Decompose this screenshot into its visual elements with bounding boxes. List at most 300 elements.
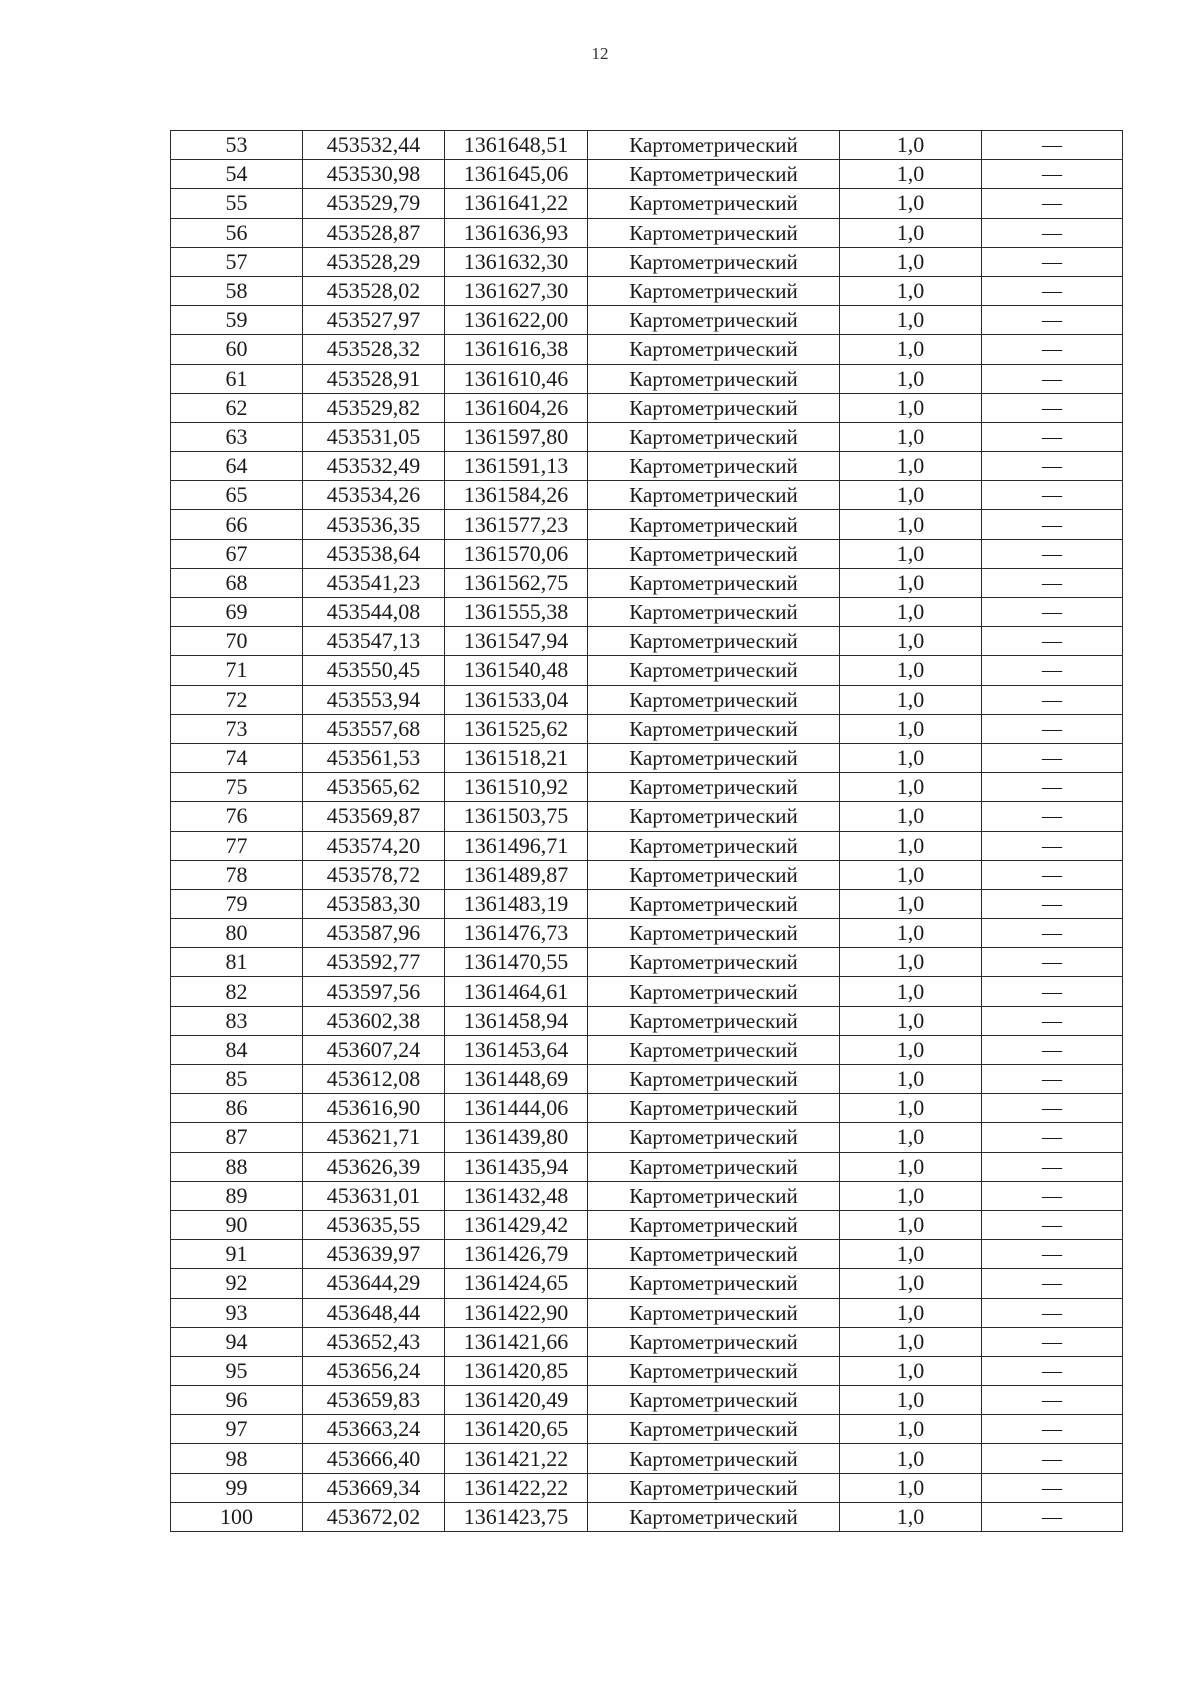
point-number-cell: 97 [171, 1415, 303, 1444]
point-number-cell: 56 [171, 218, 303, 247]
table-row [171, 306, 1123, 335]
accuracy-cell: 1,0 [840, 568, 982, 597]
point-number-cell: 60 [171, 335, 303, 364]
accuracy-cell: 1,0 [840, 218, 982, 247]
table-row [171, 1152, 1123, 1181]
y-coordinate-cell: 1361616,38 [445, 335, 588, 364]
x-coordinate-cell: 453532,44 [303, 131, 445, 160]
method-cell: Картометрический [588, 568, 840, 597]
table-row [171, 160, 1123, 189]
accuracy-cell: 1,0 [840, 1444, 982, 1473]
accuracy-cell: 1,0 [840, 510, 982, 539]
point-number-cell: 76 [171, 802, 303, 831]
description-cell: — [982, 539, 1123, 568]
x-coordinate-cell: 453528,02 [303, 276, 445, 305]
y-coordinate-cell: 1361555,38 [445, 598, 588, 627]
method-cell: Картометрический [588, 714, 840, 743]
x-coordinate-cell: 453583,30 [303, 889, 445, 918]
method-cell: Картометрический [588, 1415, 840, 1444]
table-row [171, 656, 1123, 685]
method-cell: Картометрический [588, 1210, 840, 1239]
y-coordinate-cell: 1361591,13 [445, 452, 588, 481]
x-coordinate-cell: 453565,62 [303, 773, 445, 802]
table-row [171, 247, 1123, 276]
table-row [171, 189, 1123, 218]
accuracy-cell: 1,0 [840, 1327, 982, 1356]
method-cell: Картометрический [588, 860, 840, 889]
y-coordinate-cell: 1361610,46 [445, 364, 588, 393]
table-row [171, 1240, 1123, 1269]
method-cell: Картометрический [588, 685, 840, 714]
x-coordinate-cell: 453561,53 [303, 743, 445, 772]
description-cell: — [982, 1123, 1123, 1152]
x-coordinate-cell: 453652,43 [303, 1327, 445, 1356]
accuracy-cell: 1,0 [840, 1473, 982, 1502]
table-row [171, 131, 1123, 160]
method-cell: Картометрический [588, 364, 840, 393]
y-coordinate-cell: 1361439,80 [445, 1123, 588, 1152]
x-coordinate-cell: 453602,38 [303, 1006, 445, 1035]
x-coordinate-cell: 453644,29 [303, 1269, 445, 1298]
y-coordinate-cell: 1361444,06 [445, 1094, 588, 1123]
x-coordinate-cell: 453621,71 [303, 1123, 445, 1152]
x-coordinate-cell: 453528,32 [303, 335, 445, 364]
y-coordinate-cell: 1361476,73 [445, 919, 588, 948]
description-cell: — [982, 919, 1123, 948]
y-coordinate-cell: 1361622,00 [445, 306, 588, 335]
accuracy-cell: 1,0 [840, 1240, 982, 1269]
accuracy-cell: 1,0 [840, 627, 982, 656]
y-coordinate-cell: 1361648,51 [445, 131, 588, 160]
point-number-cell: 55 [171, 189, 303, 218]
y-coordinate-cell: 1361525,62 [445, 714, 588, 743]
accuracy-cell: 1,0 [840, 1269, 982, 1298]
method-cell: Картометрический [588, 1502, 840, 1531]
y-coordinate-cell: 1361562,75 [445, 568, 588, 597]
accuracy-cell: 1,0 [840, 1298, 982, 1327]
y-coordinate-cell: 1361420,49 [445, 1386, 588, 1415]
table-row [171, 218, 1123, 247]
description-cell: — [982, 685, 1123, 714]
table-row [171, 481, 1123, 510]
x-coordinate-cell: 453648,44 [303, 1298, 445, 1327]
point-number-cell: 93 [171, 1298, 303, 1327]
point-number-cell: 91 [171, 1240, 303, 1269]
accuracy-cell: 1,0 [840, 335, 982, 364]
accuracy-cell: 1,0 [840, 656, 982, 685]
y-coordinate-cell: 1361510,92 [445, 773, 588, 802]
description-cell: — [982, 247, 1123, 276]
x-coordinate-cell: 453529,82 [303, 393, 445, 422]
description-cell: — [982, 510, 1123, 539]
point-number-cell: 99 [171, 1473, 303, 1502]
description-cell: — [982, 422, 1123, 451]
y-coordinate-cell: 1361422,90 [445, 1298, 588, 1327]
x-coordinate-cell: 453532,49 [303, 452, 445, 481]
y-coordinate-cell: 1361435,94 [445, 1152, 588, 1181]
table-row [171, 1327, 1123, 1356]
method-cell: Картометрический [588, 831, 840, 860]
point-number-cell: 54 [171, 160, 303, 189]
x-coordinate-cell: 453607,24 [303, 1035, 445, 1064]
method-cell: Картометрический [588, 306, 840, 335]
table-row [171, 1415, 1123, 1444]
description-cell: — [982, 831, 1123, 860]
accuracy-cell: 1,0 [840, 948, 982, 977]
x-coordinate-cell: 453626,39 [303, 1152, 445, 1181]
method-cell: Картометрический [588, 1269, 840, 1298]
point-number-cell: 90 [171, 1210, 303, 1239]
method-cell: Картометрический [588, 1006, 840, 1035]
table-row [171, 948, 1123, 977]
description-cell: — [982, 598, 1123, 627]
table-row [171, 773, 1123, 802]
x-coordinate-cell: 453538,64 [303, 539, 445, 568]
point-number-cell: 61 [171, 364, 303, 393]
accuracy-cell: 1,0 [840, 773, 982, 802]
x-coordinate-cell: 453541,23 [303, 568, 445, 597]
x-coordinate-cell: 453672,02 [303, 1502, 445, 1531]
x-coordinate-cell: 453528,91 [303, 364, 445, 393]
description-cell: — [982, 1327, 1123, 1356]
point-number-cell: 83 [171, 1006, 303, 1035]
table-row [171, 831, 1123, 860]
description-cell: — [982, 977, 1123, 1006]
method-cell: Картометрический [588, 1035, 840, 1064]
table-row [171, 393, 1123, 422]
table-row [171, 1502, 1123, 1531]
description-cell: — [982, 1240, 1123, 1269]
y-coordinate-cell: 1361422,22 [445, 1473, 588, 1502]
y-coordinate-cell: 1361636,93 [445, 218, 588, 247]
x-coordinate-cell: 453536,35 [303, 510, 445, 539]
y-coordinate-cell: 1361464,61 [445, 977, 588, 1006]
x-coordinate-cell: 453592,77 [303, 948, 445, 977]
table-row [171, 276, 1123, 305]
accuracy-cell: 1,0 [840, 1386, 982, 1415]
accuracy-cell: 1,0 [840, 1152, 982, 1181]
accuracy-cell: 1,0 [840, 1210, 982, 1239]
table-row [171, 1444, 1123, 1473]
point-number-cell: 96 [171, 1386, 303, 1415]
y-coordinate-cell: 1361503,75 [445, 802, 588, 831]
point-number-cell: 75 [171, 773, 303, 802]
accuracy-cell: 1,0 [840, 539, 982, 568]
x-coordinate-cell: 453635,55 [303, 1210, 445, 1239]
table-row [171, 1473, 1123, 1502]
table-row [171, 364, 1123, 393]
point-number-cell: 77 [171, 831, 303, 860]
method-cell: Картометрический [588, 189, 840, 218]
point-number-cell: 69 [171, 598, 303, 627]
point-number-cell: 70 [171, 627, 303, 656]
accuracy-cell: 1,0 [840, 889, 982, 918]
description-cell: — [982, 1181, 1123, 1210]
point-number-cell: 85 [171, 1065, 303, 1094]
description-cell: — [982, 364, 1123, 393]
table-row [171, 1210, 1123, 1239]
y-coordinate-cell: 1361424,65 [445, 1269, 588, 1298]
method-cell: Картометрический [588, 773, 840, 802]
table-row [171, 714, 1123, 743]
description-cell: — [982, 1415, 1123, 1444]
accuracy-cell: 1,0 [840, 422, 982, 451]
accuracy-cell: 1,0 [840, 714, 982, 743]
method-cell: Картометрический [588, 1094, 840, 1123]
y-coordinate-cell: 1361432,48 [445, 1181, 588, 1210]
description-cell: — [982, 452, 1123, 481]
method-cell: Картометрический [588, 1444, 840, 1473]
description-cell: — [982, 627, 1123, 656]
coordinates-table [170, 130, 1123, 1532]
y-coordinate-cell: 1361577,23 [445, 510, 588, 539]
y-coordinate-cell: 1361547,94 [445, 627, 588, 656]
point-number-cell: 57 [171, 247, 303, 276]
point-number-cell: 67 [171, 539, 303, 568]
point-number-cell: 65 [171, 481, 303, 510]
accuracy-cell: 1,0 [840, 160, 982, 189]
accuracy-cell: 1,0 [840, 977, 982, 1006]
table-row [171, 1356, 1123, 1385]
x-coordinate-cell: 453612,08 [303, 1065, 445, 1094]
point-number-cell: 98 [171, 1444, 303, 1473]
method-cell: Картометрический [588, 393, 840, 422]
y-coordinate-cell: 1361429,42 [445, 1210, 588, 1239]
description-cell: — [982, 1094, 1123, 1123]
accuracy-cell: 1,0 [840, 1035, 982, 1064]
x-coordinate-cell: 453534,26 [303, 481, 445, 510]
description-cell: — [982, 481, 1123, 510]
table-row [171, 919, 1123, 948]
y-coordinate-cell: 1361448,69 [445, 1065, 588, 1094]
table-row [171, 1094, 1123, 1123]
accuracy-cell: 1,0 [840, 685, 982, 714]
x-coordinate-cell: 453656,24 [303, 1356, 445, 1385]
y-coordinate-cell: 1361453,64 [445, 1035, 588, 1064]
y-coordinate-cell: 1361632,30 [445, 247, 588, 276]
y-coordinate-cell: 1361540,48 [445, 656, 588, 685]
method-cell: Картометрический [588, 131, 840, 160]
description-cell: — [982, 1502, 1123, 1531]
point-number-cell: 86 [171, 1094, 303, 1123]
accuracy-cell: 1,0 [840, 1502, 982, 1531]
method-cell: Картометрический [588, 539, 840, 568]
point-number-cell: 94 [171, 1327, 303, 1356]
y-coordinate-cell: 1361458,94 [445, 1006, 588, 1035]
description-cell: — [982, 1065, 1123, 1094]
method-cell: Картометрический [588, 627, 840, 656]
point-number-cell: 71 [171, 656, 303, 685]
method-cell: Картометрический [588, 1356, 840, 1385]
accuracy-cell: 1,0 [840, 276, 982, 305]
accuracy-cell: 1,0 [840, 1415, 982, 1444]
table-row [171, 1123, 1123, 1152]
method-cell: Картометрический [588, 1181, 840, 1210]
description-cell: — [982, 306, 1123, 335]
x-coordinate-cell: 453528,29 [303, 247, 445, 276]
description-cell: — [982, 189, 1123, 218]
coordinates-table-body [171, 131, 1123, 1532]
description-cell: — [982, 1298, 1123, 1327]
method-cell: Картометрический [588, 1240, 840, 1269]
table-row [171, 860, 1123, 889]
method-cell: Картометрический [588, 247, 840, 276]
accuracy-cell: 1,0 [840, 364, 982, 393]
table-row [171, 889, 1123, 918]
point-number-cell: 80 [171, 919, 303, 948]
method-cell: Картометрический [588, 481, 840, 510]
table-row [171, 510, 1123, 539]
x-coordinate-cell: 453531,05 [303, 422, 445, 451]
method-cell: Картометрический [588, 452, 840, 481]
method-cell: Картометрический [588, 1473, 840, 1502]
table-row [171, 1181, 1123, 1210]
y-coordinate-cell: 1361420,65 [445, 1415, 588, 1444]
accuracy-cell: 1,0 [840, 247, 982, 276]
x-coordinate-cell: 453544,08 [303, 598, 445, 627]
point-number-cell: 73 [171, 714, 303, 743]
description-cell: — [982, 1006, 1123, 1035]
x-coordinate-cell: 453639,97 [303, 1240, 445, 1269]
description-cell: — [982, 335, 1123, 364]
accuracy-cell: 1,0 [840, 802, 982, 831]
table-row [171, 1386, 1123, 1415]
description-cell: — [982, 1152, 1123, 1181]
y-coordinate-cell: 1361496,71 [445, 831, 588, 860]
description-cell: — [982, 714, 1123, 743]
x-coordinate-cell: 453663,24 [303, 1415, 445, 1444]
accuracy-cell: 1,0 [840, 1181, 982, 1210]
accuracy-cell: 1,0 [840, 919, 982, 948]
method-cell: Картометрический [588, 802, 840, 831]
x-coordinate-cell: 453659,83 [303, 1386, 445, 1415]
method-cell: Картометрический [588, 422, 840, 451]
table-row [171, 1065, 1123, 1094]
y-coordinate-cell: 1361423,75 [445, 1502, 588, 1531]
point-number-cell: 64 [171, 452, 303, 481]
description-cell: — [982, 656, 1123, 685]
point-number-cell: 100 [171, 1502, 303, 1531]
point-number-cell: 68 [171, 568, 303, 597]
y-coordinate-cell: 1361584,26 [445, 481, 588, 510]
table-row [171, 627, 1123, 656]
description-cell: — [982, 160, 1123, 189]
x-coordinate-cell: 453574,20 [303, 831, 445, 860]
point-number-cell: 66 [171, 510, 303, 539]
accuracy-cell: 1,0 [840, 598, 982, 627]
point-number-cell: 88 [171, 1152, 303, 1181]
method-cell: Картометрический [588, 598, 840, 627]
description-cell: — [982, 948, 1123, 977]
accuracy-cell: 1,0 [840, 189, 982, 218]
method-cell: Картометрический [588, 1386, 840, 1415]
description-cell: — [982, 1210, 1123, 1239]
point-number-cell: 92 [171, 1269, 303, 1298]
table-row [171, 335, 1123, 364]
accuracy-cell: 1,0 [840, 452, 982, 481]
y-coordinate-cell: 1361641,22 [445, 189, 588, 218]
accuracy-cell: 1,0 [840, 1123, 982, 1152]
table-row [171, 1006, 1123, 1035]
point-number-cell: 95 [171, 1356, 303, 1385]
point-number-cell: 63 [171, 422, 303, 451]
accuracy-cell: 1,0 [840, 831, 982, 860]
x-coordinate-cell: 453527,97 [303, 306, 445, 335]
method-cell: Картометрический [588, 276, 840, 305]
y-coordinate-cell: 1361570,06 [445, 539, 588, 568]
method-cell: Картометрический [588, 1123, 840, 1152]
x-coordinate-cell: 453528,87 [303, 218, 445, 247]
point-number-cell: 81 [171, 948, 303, 977]
description-cell: — [982, 743, 1123, 772]
description-cell: — [982, 773, 1123, 802]
point-number-cell: 53 [171, 131, 303, 160]
method-cell: Картометрический [588, 948, 840, 977]
method-cell: Картометрический [588, 1065, 840, 1094]
point-number-cell: 59 [171, 306, 303, 335]
y-coordinate-cell: 1361483,19 [445, 889, 588, 918]
method-cell: Картометрический [588, 1152, 840, 1181]
accuracy-cell: 1,0 [840, 1006, 982, 1035]
method-cell: Картометрический [588, 335, 840, 364]
table-row [171, 568, 1123, 597]
point-number-cell: 84 [171, 1035, 303, 1064]
method-cell: Картометрический [588, 977, 840, 1006]
point-number-cell: 87 [171, 1123, 303, 1152]
accuracy-cell: 1,0 [840, 131, 982, 160]
description-cell: — [982, 1473, 1123, 1502]
x-coordinate-cell: 453669,34 [303, 1473, 445, 1502]
point-number-cell: 62 [171, 393, 303, 422]
point-number-cell: 58 [171, 276, 303, 305]
y-coordinate-cell: 1361421,66 [445, 1327, 588, 1356]
x-coordinate-cell: 453529,79 [303, 189, 445, 218]
accuracy-cell: 1,0 [840, 1094, 982, 1123]
point-number-cell: 74 [171, 743, 303, 772]
x-coordinate-cell: 453553,94 [303, 685, 445, 714]
method-cell: Картометрический [588, 1327, 840, 1356]
y-coordinate-cell: 1361627,30 [445, 276, 588, 305]
point-number-cell: 72 [171, 685, 303, 714]
description-cell: — [982, 1035, 1123, 1064]
method-cell: Картометрический [588, 1298, 840, 1327]
accuracy-cell: 1,0 [840, 743, 982, 772]
method-cell: Картометрический [588, 919, 840, 948]
method-cell: Картометрический [588, 160, 840, 189]
description-cell: — [982, 1269, 1123, 1298]
point-number-cell: 79 [171, 889, 303, 918]
y-coordinate-cell: 1361470,55 [445, 948, 588, 977]
y-coordinate-cell: 1361518,21 [445, 743, 588, 772]
description-cell: — [982, 860, 1123, 889]
description-cell: — [982, 1356, 1123, 1385]
table-row [171, 743, 1123, 772]
accuracy-cell: 1,0 [840, 393, 982, 422]
table-row [171, 422, 1123, 451]
y-coordinate-cell: 1361421,22 [445, 1444, 588, 1473]
description-cell: — [982, 568, 1123, 597]
table-row [171, 598, 1123, 627]
table-row [171, 977, 1123, 1006]
method-cell: Картометрический [588, 889, 840, 918]
description-cell: — [982, 802, 1123, 831]
y-coordinate-cell: 1361645,06 [445, 160, 588, 189]
y-coordinate-cell: 1361533,04 [445, 685, 588, 714]
point-number-cell: 82 [171, 977, 303, 1006]
y-coordinate-cell: 1361426,79 [445, 1240, 588, 1269]
description-cell: — [982, 131, 1123, 160]
y-coordinate-cell: 1361420,85 [445, 1356, 588, 1385]
